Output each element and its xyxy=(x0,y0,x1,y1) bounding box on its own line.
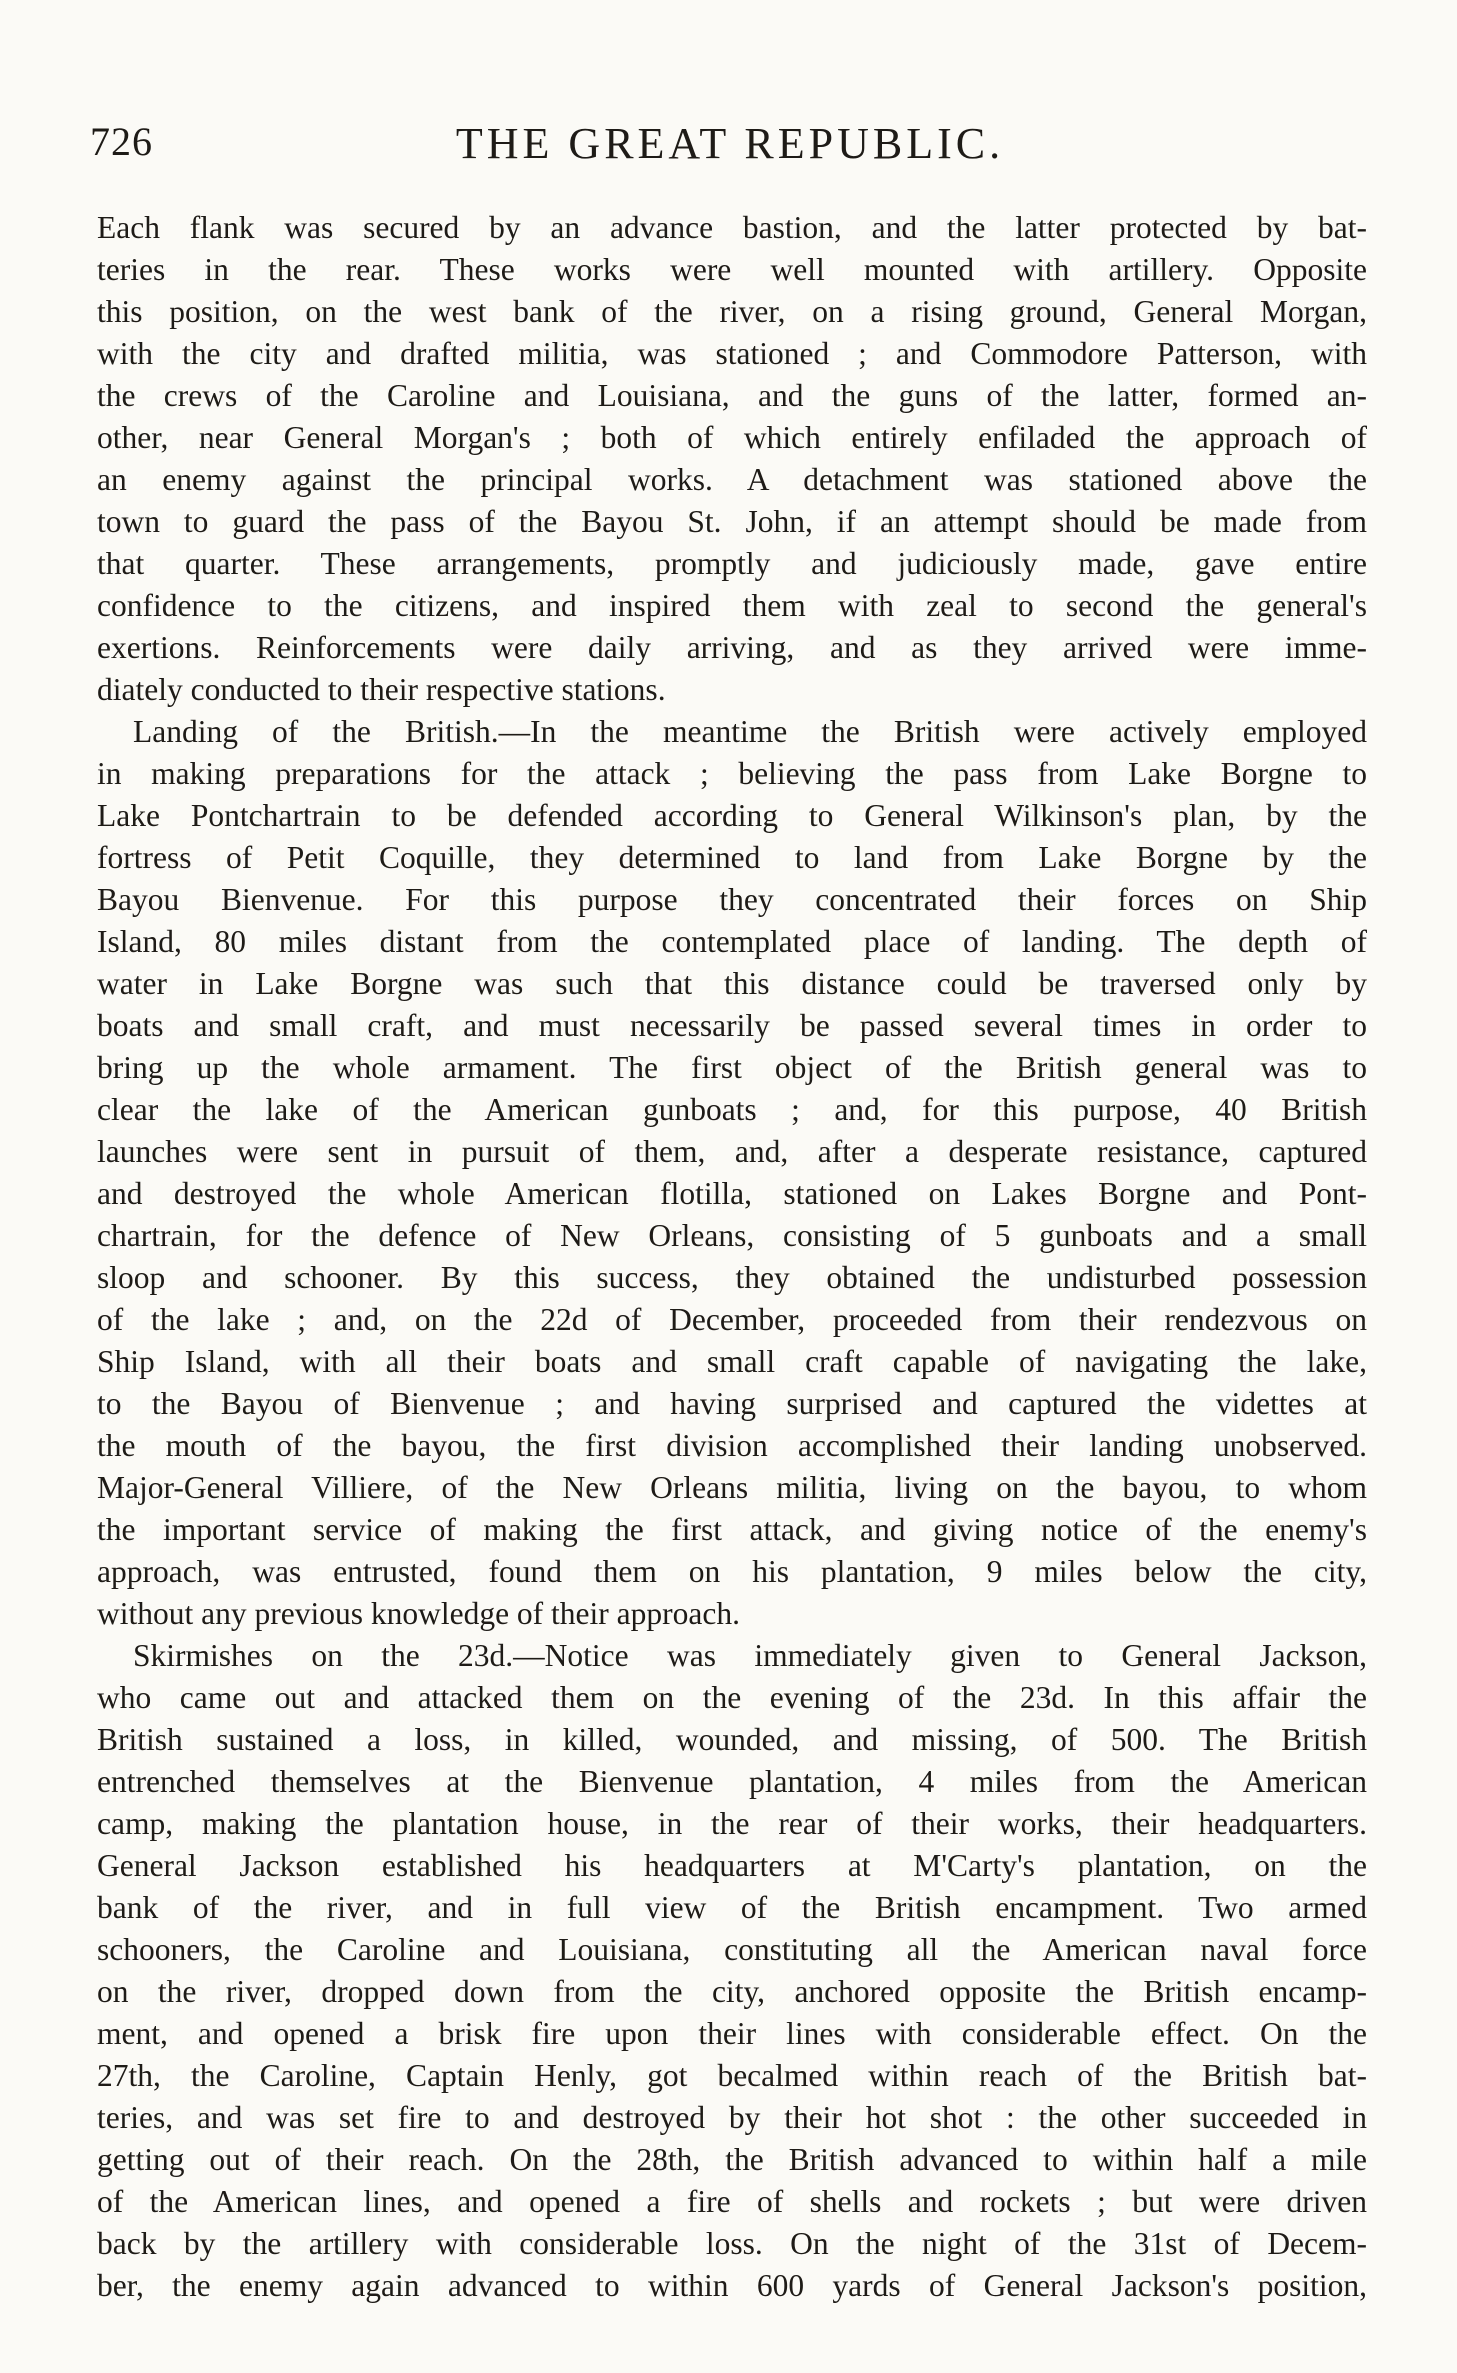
text-line: schooners, the Caroline and Louisiana, constituting all the American naval force xyxy=(97,1932,1367,1967)
text-line: getting out of their reach. On the 28th, the British advanced to within half a mile xyxy=(97,2142,1367,2177)
text-line: 27th, the Caroline, Captain Henly, got becalmed within reach of the British bat- xyxy=(97,2058,1367,2093)
text-line: back by the artillery with considerable loss. On the night of the 31st of Decem- xyxy=(97,2226,1367,2261)
text-line: teries, and was set fire to and destroyed by their hot shot : the other succeeded in xyxy=(97,2100,1367,2135)
text-line: bank of the river, and in full view of the British encampment. Two armed xyxy=(97,1890,1367,1925)
text-line: to the Bayou of Bienvenue ; and having surprised and captured the videttes at xyxy=(97,1386,1367,1421)
text-line: launches were sent in pursuit of them, and, after a desperate resistance, captured xyxy=(97,1134,1367,1169)
text-line: entrenched themselves at the Bienvenue plantation, 4 miles from the American xyxy=(97,1764,1367,1799)
text-line: this position, on the west bank of the river, on a rising ground, General Morgan, xyxy=(97,294,1367,329)
text-line: boats and small craft, and must necessarily be passed several times in order to xyxy=(97,1008,1367,1043)
text-line: town to guard the pass of the Bayou St. John, if an attempt should be made from xyxy=(97,504,1367,539)
text-line: camp, making the plantation house, in the rear of their works, their headquarters. xyxy=(97,1806,1367,1841)
text-line: bring up the whole armament. The first object of the British general was to xyxy=(97,1050,1367,1085)
text-line: ber, the enemy again advanced to within 600 yards of General Jackson's position, xyxy=(97,2268,1367,2303)
section-heading-line: Skirmishes on the 23d.—Notice was immediately given to General Jackson, xyxy=(133,1638,1367,1673)
text-line: the crews of the Caroline and Louisiana, and the guns of the latter, formed an- xyxy=(97,378,1367,413)
text-line: of the American lines, and opened a fire of shells and rockets ; but were driven xyxy=(97,2184,1367,2219)
text-line: the mouth of the bayou, the first division accomplished their landing unobserved. xyxy=(97,1428,1367,1463)
text-line: exertions. Reinforcements were daily arriving, and as they arrived were imme- xyxy=(97,630,1367,665)
text-line: approach, was entrusted, found them on his plantation, 9 miles below the city, xyxy=(97,1554,1367,1589)
text-line: sloop and schooner. By this success, they obtained the undisturbed possession xyxy=(97,1260,1367,1295)
text-line: that quarter. These arrangements, promptly and judiciously made, gave entire xyxy=(97,546,1367,581)
text-line: British sustained a loss, in killed, wounded, and missing, of 500. The British xyxy=(97,1722,1367,1757)
text-line: Each flank was secured by an advance bastion, and the latter protected by bat- xyxy=(97,210,1367,245)
text-line: in making preparations for the attack ; believing the pass from Lake Borgne to xyxy=(97,756,1367,791)
text-line: Bayou Bienvenue. For this purpose they concentrated their forces on Ship xyxy=(97,882,1367,917)
text-line: fortress of Petit Coquille, they determined to land from Lake Borgne by the xyxy=(97,840,1367,875)
text-line: and destroyed the whole American flotilla, stationed on Lakes Borgne and Pont- xyxy=(97,1176,1367,1211)
text-line: ment, and opened a brisk fire upon their lines with considerable effect. On the xyxy=(97,2016,1367,2051)
text-line: Lake Pontchartrain to be defended according to General Wilkinson's plan, by the xyxy=(97,798,1367,833)
text-line: on the river, dropped down from the city, anchored opposite the British encamp- xyxy=(97,1974,1367,2009)
text-line: clear the lake of the American gunboats ; and, for this purpose, 40 British xyxy=(97,1092,1367,1127)
text-line: chartrain, for the defence of New Orleans, consisting of 5 gunboats and a small xyxy=(97,1218,1367,1253)
text-line: who came out and attacked them on the evening of the 23d. In this affair the xyxy=(97,1680,1367,1715)
text-line: diately conducted to their respective stations. xyxy=(97,672,666,707)
text-line: Ship Island, with all their boats and small craft capable of navigating the lake, xyxy=(97,1344,1367,1379)
page-number: 726 xyxy=(90,119,153,164)
section-heading-line: Landing of the British.—In the meantime the British were actively employed xyxy=(133,714,1367,749)
text-line: an enemy against the principal works. A detachment was stationed above the xyxy=(97,462,1367,497)
text-line: of the lake ; and, on the 22d of December, proceeded from their rendezvous on xyxy=(97,1302,1367,1337)
text-line: with the city and drafted militia, was stationed ; and Commodore Patterson, with xyxy=(97,336,1367,371)
body-text xyxy=(97,207,1367,2307)
text-line: without any previous knowledge of their approach. xyxy=(97,1596,740,1631)
text-line: Island, 80 miles distant from the contemplated place of landing. The depth of xyxy=(97,924,1367,959)
text-line: teries in the rear. These works were well mounted with artillery. Opposite xyxy=(97,252,1367,287)
text-line: Major-General Villiere, of the New Orleans militia, living on the bayou, to whom xyxy=(97,1470,1367,1505)
text-line: General Jackson established his headquarters at M'Carty's plantation, on the xyxy=(97,1848,1367,1883)
text-line: confidence to the citizens, and inspired them with zeal to second the general's xyxy=(97,588,1367,623)
running-title: THE GREAT REPUBLIC. xyxy=(455,119,1005,168)
text-line: other, near General Morgan's ; both of which entirely enfiladed the approach of xyxy=(97,420,1367,455)
text-line: water in Lake Borgne was such that this distance could be traversed only by xyxy=(97,966,1367,1001)
text-line: the important service of making the first attack, and giving notice of the enemy's xyxy=(97,1512,1367,1547)
running-head xyxy=(90,118,1370,178)
